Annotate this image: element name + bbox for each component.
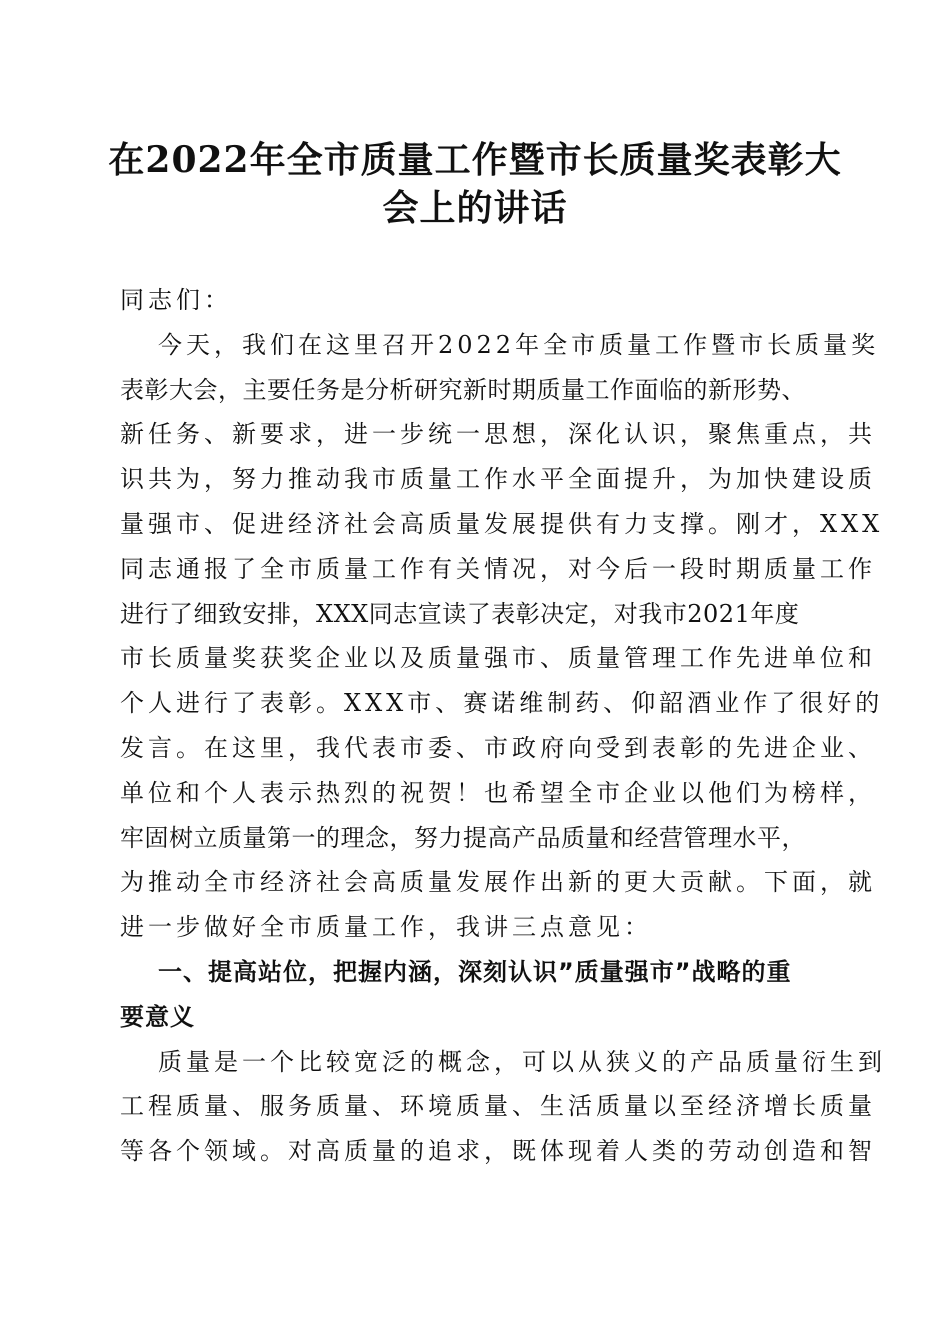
document-body (120, 278, 886, 1174)
paragraph-line: 进一步做好全市质量工作，我讲三点意见： (120, 913, 652, 942)
title-line-2: 会上的讲话 (382, 187, 568, 229)
paragraph-line: 识共为，努力推动我市质量工作水平全面提升，为加快建设质 (120, 465, 876, 494)
paragraph-line: 单位和个人表示热烈的祝贺！也希望全市企业以他们为榜样， (120, 778, 876, 807)
document-title (100, 136, 850, 232)
section-paragraph-line: 质量是一个比较宽泛的概念，可以从狭义的产品质量衍生到 (158, 1047, 886, 1076)
paragraph-line: 同志通报了全市质量工作有关情况，对今后一段时期质量工作 (120, 554, 876, 583)
title-line-1: 在2022年全市质量工作暨市长质量奖表彰大 (108, 139, 842, 181)
section-heading-line-2: 要意义 (120, 1002, 195, 1031)
paragraph-line: 量强市、促进经济社会高质量发展提供有力支撑。刚才，XXX (120, 509, 884, 538)
paragraph-line: 市长质量奖获奖企业以及质量强市、质量管理工作先进单位和 (120, 644, 876, 673)
section-paragraph-line: 工程质量、服务质量、环境质量、生活质量以至经济增长质量 (120, 1092, 876, 1121)
paragraph-line: 今天，我们在这里召开2022年全市质量工作暨市长质量奖 (158, 330, 880, 359)
section-paragraph-line: 等各个领域。对高质量的追求，既体现着人类的劳动创造和智 (120, 1137, 876, 1166)
paragraph-line: 牢固树立质量第一的理念，努力提高产品质量和经营管理水平， (120, 823, 806, 852)
paragraph-line: 新任务、新要求，进一步统一思想，深化认识，聚焦重点，共 (120, 420, 876, 449)
section-heading-line-1: 一、提高站位，把握内涵，深刻认识”质量强市”战略的重 (158, 957, 792, 986)
salutation: 同志们： (120, 286, 232, 314)
paragraph-line: 为推动全市经济社会高质量发展作出新的更大贡献。下面，就 (120, 868, 876, 897)
paragraph-line: 个人进行了表彰。XXX市、赛诺维制药、仰韶酒业作了很好的 (120, 689, 884, 718)
paragraph-line: 进行了细致安排，XXX同志宣读了表彰决定，对我市2021年度 (120, 599, 800, 628)
paragraph-line: 表彰大会，主要任务是分析研究新时期质量工作面临的新形势、 (120, 375, 806, 404)
paragraph-line: 发言。在这里，我代表市委、市政府向受到表彰的先进企业、 (120, 733, 876, 762)
